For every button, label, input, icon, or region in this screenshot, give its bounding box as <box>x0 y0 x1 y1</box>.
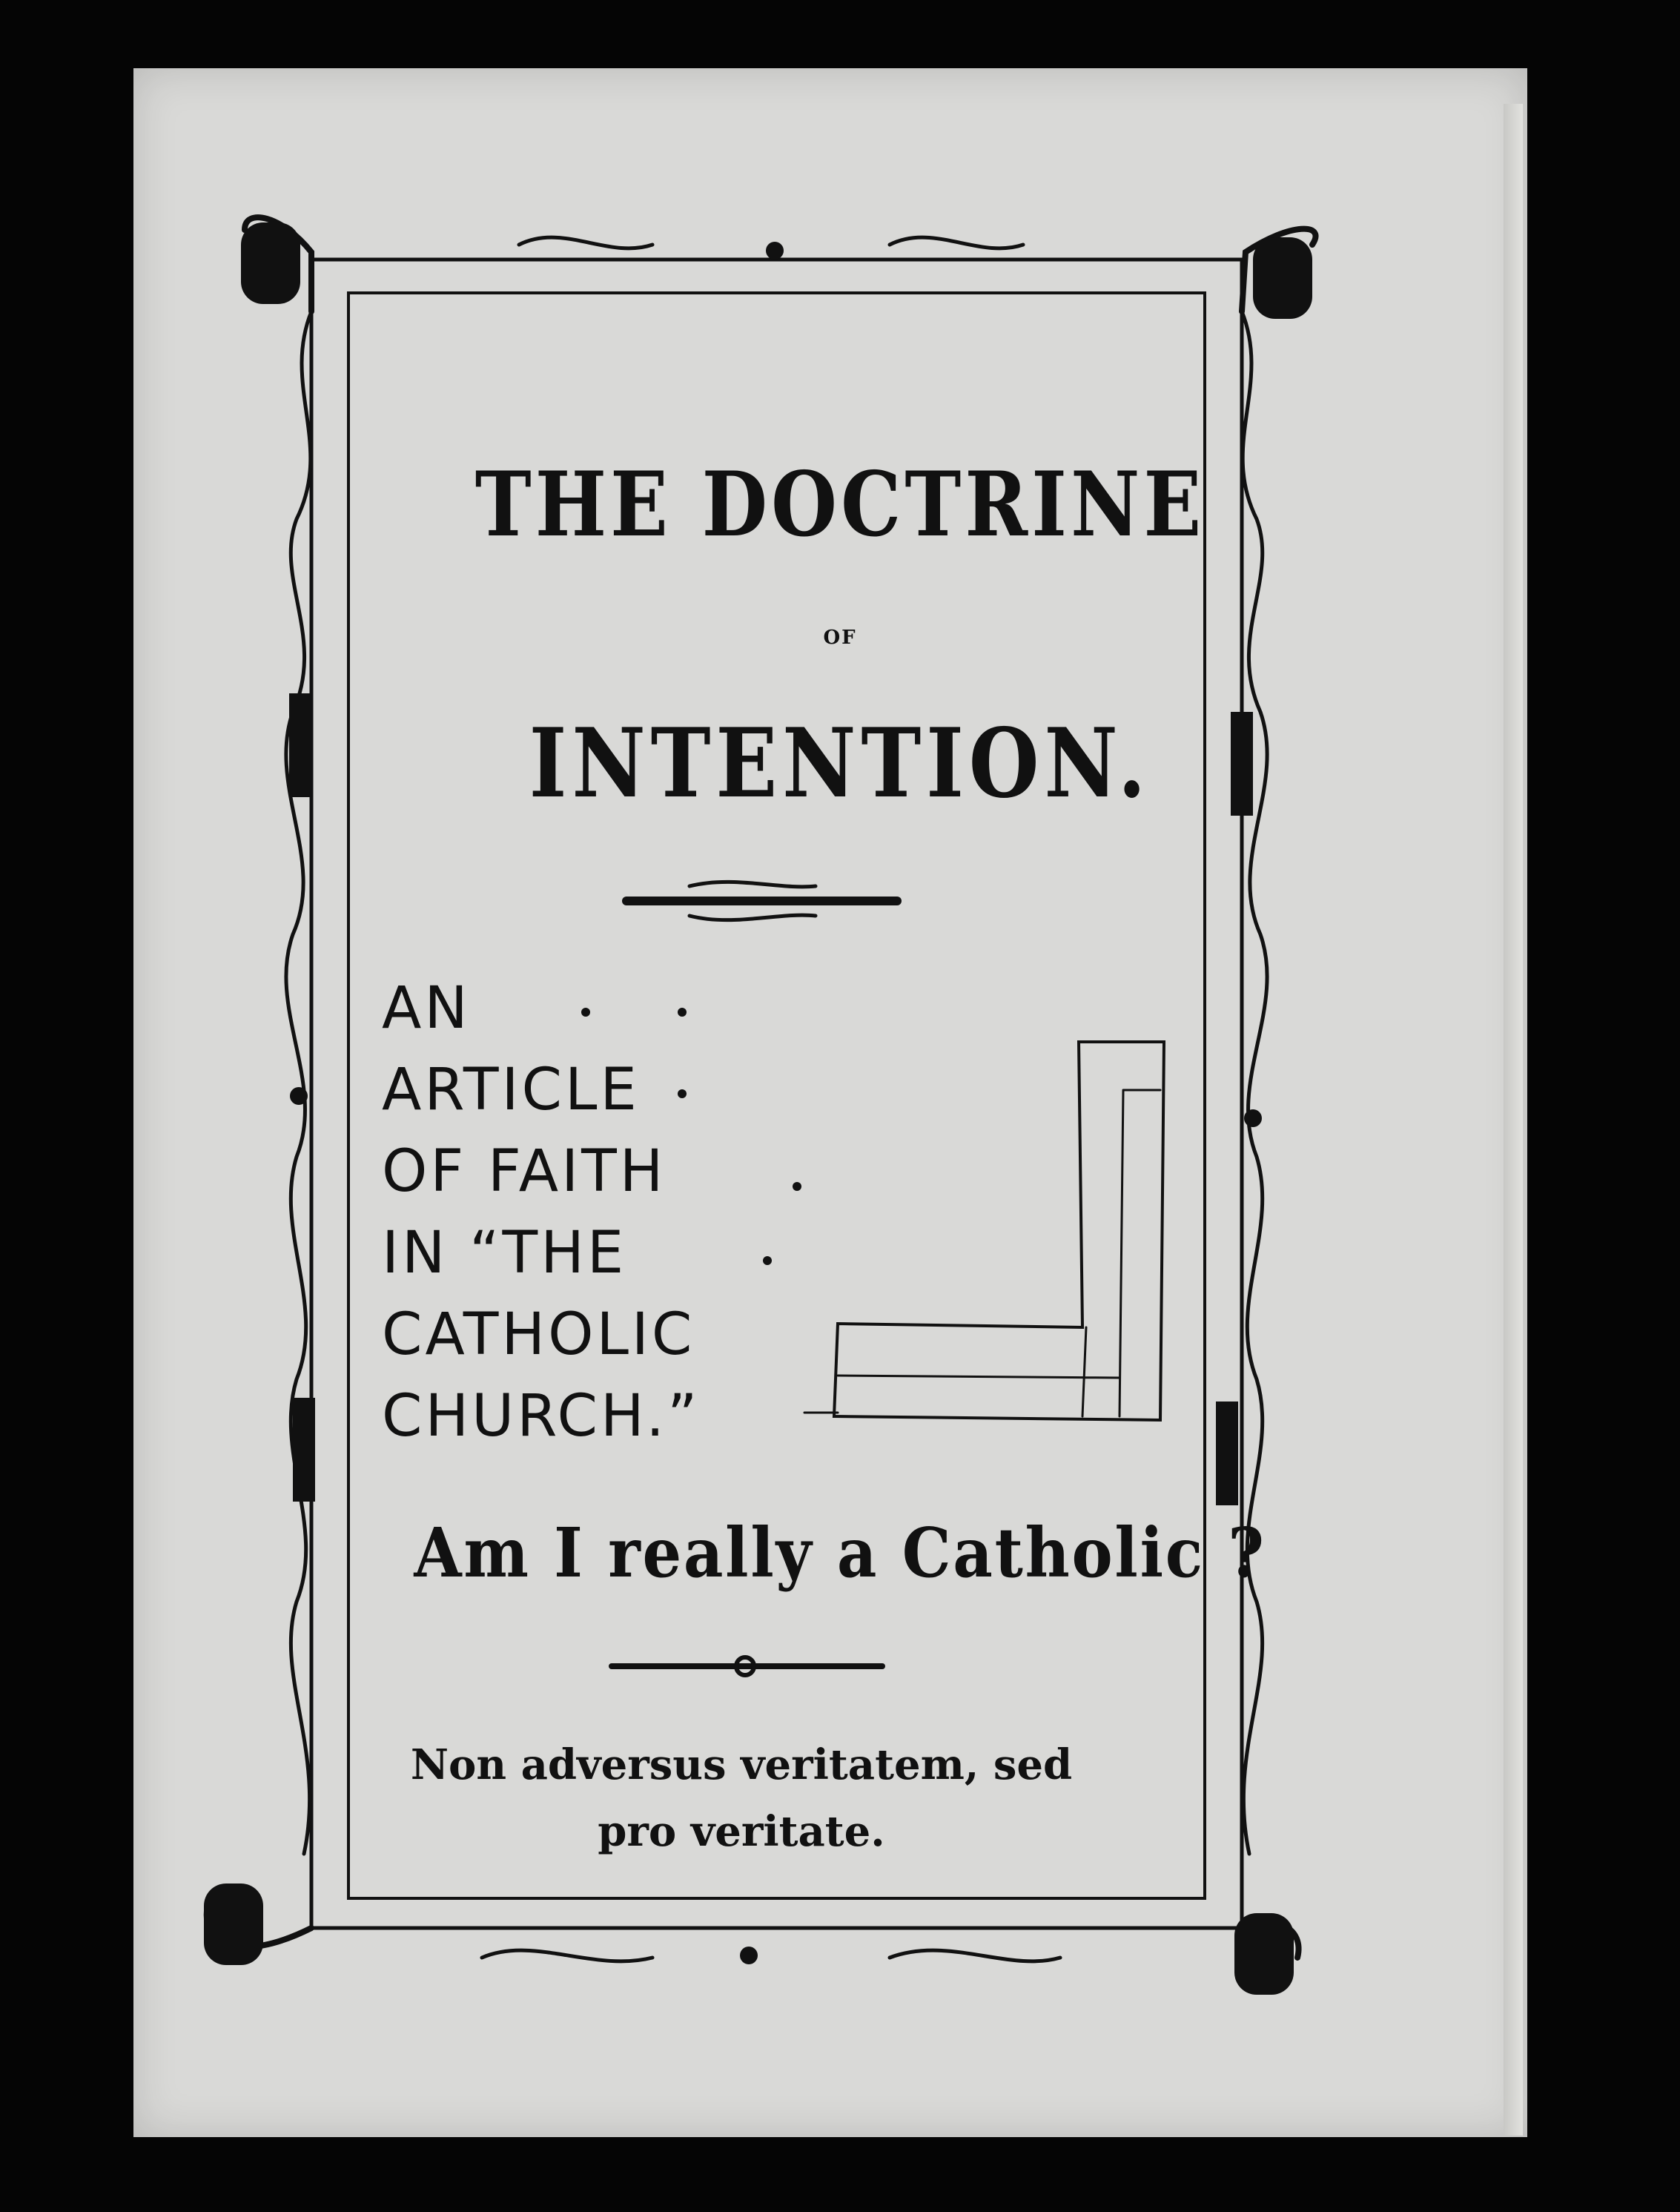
title-line-2: INTENTION. <box>529 708 1151 819</box>
latin-motto: Non adversus veritatem, sed pro veritate. <box>410 1740 1073 1856</box>
article-line: ARTICLE <box>382 1057 640 1123</box>
article-line: CHURCH.” <box>382 1383 701 1450</box>
article-block <box>382 968 700 1457</box>
title-line-1: THE DOCTRINE <box>474 452 1206 557</box>
article-line: OF FAITH <box>382 1138 667 1205</box>
title-connector: OF <box>823 627 857 649</box>
article-line: CATHOLIC <box>382 1301 695 1368</box>
article-line: AN <box>382 975 471 1042</box>
question-heading: Am I really a Catholic ? <box>414 1513 1266 1593</box>
article-line: IN “THE <box>382 1220 627 1287</box>
